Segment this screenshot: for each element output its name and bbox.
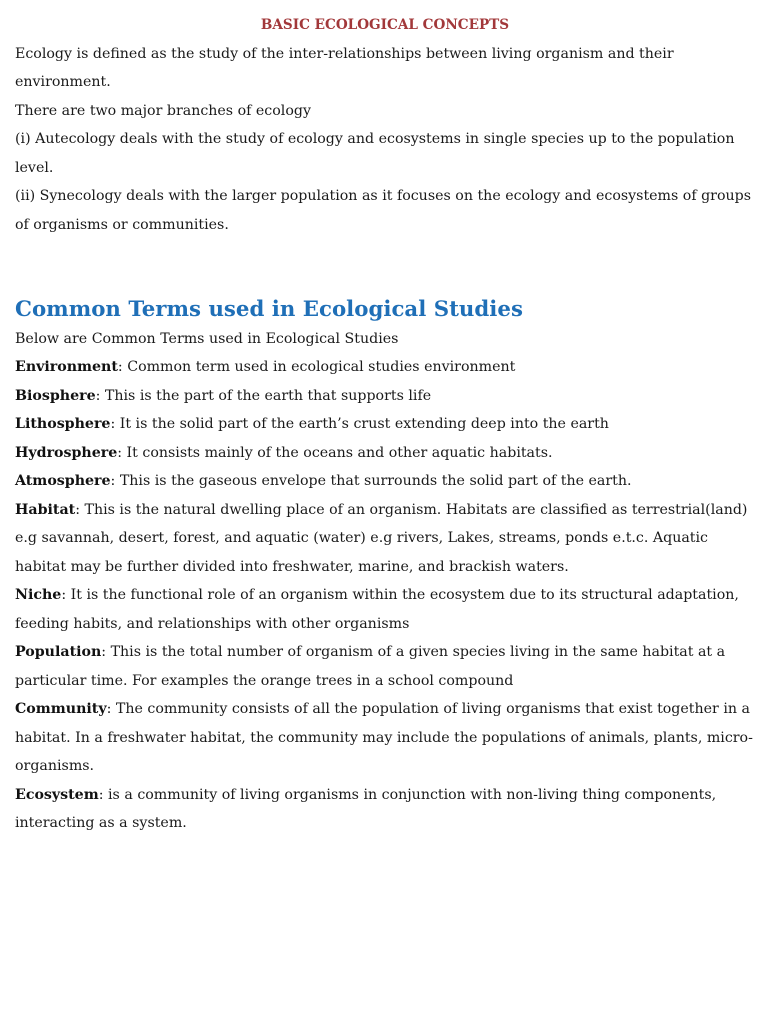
term-name: Ecosystem — [15, 786, 99, 803]
term-lithosphere — [15, 410, 755, 439]
intro-paragraph-definition: Ecology is defined as the study of the inter-relationships between living organism and their environment. — [15, 45, 674, 90]
term-environment — [15, 353, 755, 382]
term-definition: : It is the solid part of the earth’s crust extending deep into the earth — [110, 416, 609, 432]
term-definition: : The community consists of all the population of living organisms that exist together in a habitat. In a freshwater habitat, the community may include the populations of animals, plants, micro-organisms. — [15, 701, 753, 774]
term-definition: : This is the total number of organism of a given species living in the same habitat at a particular time. For examples the orange trees in a school compound — [15, 644, 726, 689]
term-habitat — [15, 496, 755, 582]
intro-paragraph-synecology: (ii) Synecology deals with the larger population as it focuses on the ecology and ecosystems of groups of organisms or communities. — [15, 188, 751, 233]
term-definition: : This is the natural dwelling place of an organism. Habitats are classified as terrestrial(land) e.g savannah, desert, forest, and aquatic (water) e.g rivers, Lakes, streams, ponds e.t.c. Aquatic habitat may be further divided into freshwater, marine, and brackish waters. — [15, 501, 748, 575]
term-name: Lithosphere — [15, 416, 111, 432]
term-name: Habitat — [15, 501, 76, 518]
term-name: Environment — [15, 359, 118, 375]
term-biosphere — [15, 382, 755, 411]
document-title: BASIC ECOLOGICAL CONCEPTS — [260, 17, 510, 33]
intro-paragraph-autecology: (i) Autecology deals with the study of ecology and ecosystems in single species up to the population level. — [15, 131, 735, 176]
section-lead: Below are Common Terms used in Ecological Studies — [15, 330, 399, 347]
term-name: Population — [15, 644, 102, 660]
term-name: Community — [15, 701, 107, 717]
term-definition: : It is the functional role of an organism within the ecosystem due to its structural adaptation, feeding habits, and relationships with other organisms — [15, 587, 739, 632]
term-definition: : is a community of living organisms in conjunction with non-living thing components, interacting as a system. — [15, 786, 717, 831]
term-definition: : This is the gaseous envelope that surrounds the solid part of the earth. — [110, 473, 632, 489]
term-hydrosphere — [15, 439, 755, 468]
term-population — [15, 638, 755, 695]
intro-paragraph-branches: There are two major branches of ecology — [15, 102, 311, 119]
term-name: Atmosphere — [15, 473, 111, 489]
term-name: Niche — [15, 587, 62, 603]
term-name: Biosphere — [15, 387, 96, 404]
term-ecosystem — [15, 781, 755, 838]
term-atmosphere — [15, 467, 755, 496]
term-definition: : Common term used in ecological studies environment — [117, 359, 516, 375]
section-heading: Common Terms used in Ecological Studies — [15, 297, 523, 322]
document-page — [15, 11, 755, 838]
term-definition: : This is the part of the earth that supports life — [95, 387, 432, 404]
term-definition: : It consists mainly of the oceans and other aquatic habitats. — [117, 444, 553, 461]
term-community — [15, 695, 755, 781]
term-niche — [15, 581, 755, 638]
term-name: Hydrosphere — [15, 444, 118, 461]
